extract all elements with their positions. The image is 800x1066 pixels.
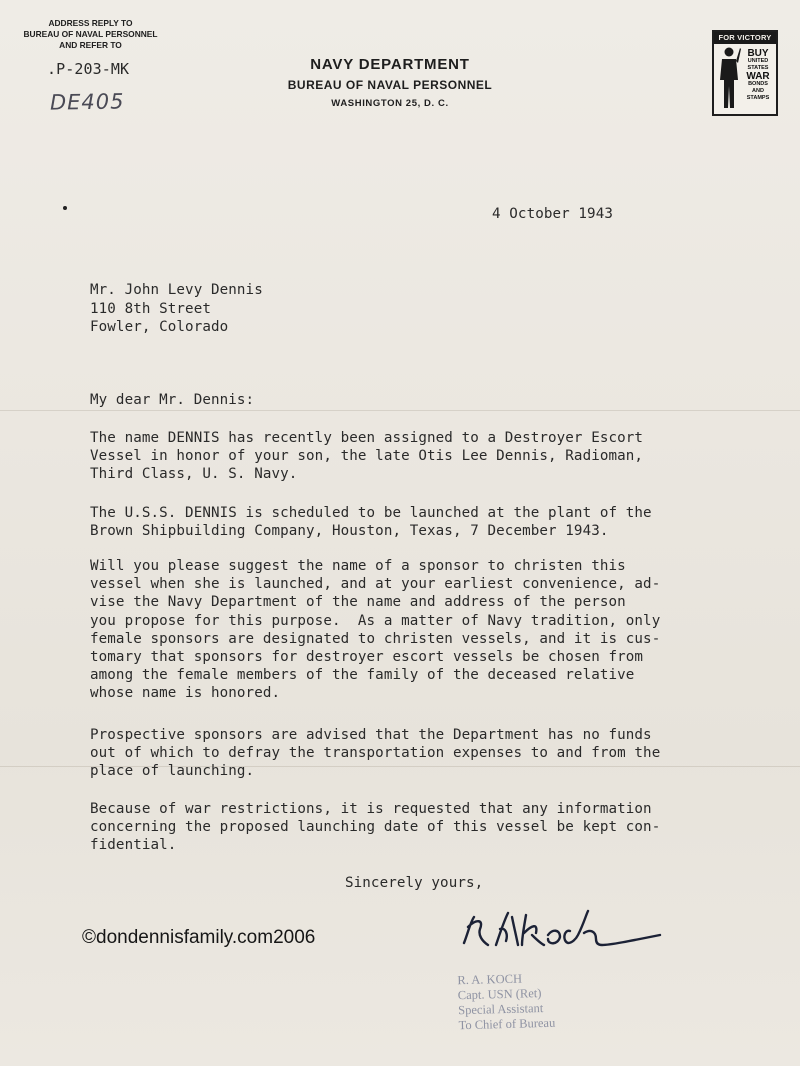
reply-line: AND REFER TO bbox=[59, 40, 122, 50]
stamp-line: STATES bbox=[747, 65, 769, 71]
fold-crease bbox=[0, 410, 800, 411]
recipient-city: Fowler, Colorado bbox=[90, 319, 229, 336]
signer-line: To Chief of Bureau bbox=[458, 1015, 556, 1033]
bureau-name: BUREAU OF NAVAL PERSONNEL bbox=[287, 78, 493, 92]
war-bonds-stamp bbox=[712, 30, 778, 116]
body-paragraph: Because of war restrictions, it is requested that any information concerning the proposed launching date of this vessel be kept con- fidential. bbox=[90, 801, 661, 854]
stamp-line: WAR bbox=[746, 71, 770, 82]
signer-line: R. A. KOCH bbox=[457, 971, 523, 988]
stamp-line: BONDS bbox=[748, 81, 768, 87]
reply-line: BUREAU OF NAVAL PERSONNEL bbox=[23, 29, 158, 39]
letter-date: 4 October 1943 bbox=[492, 206, 613, 222]
stamp-banner: FOR VICTORY bbox=[714, 32, 776, 44]
body-paragraph: The U.S.S. DENNIS is scheduled to be launched at the plant of the Brown Shipbuilding Company, Houston, Texas, 7 December 1943. bbox=[90, 505, 652, 540]
letterhead bbox=[230, 56, 550, 109]
salutation: My dear Mr. Dennis: bbox=[90, 392, 255, 408]
bureau-location: WASHINGTON 25, D. C. bbox=[331, 98, 449, 109]
reference-code: .P-203-MK bbox=[47, 60, 130, 78]
handwritten-hull-number: DE405 bbox=[49, 89, 125, 115]
signer-line: Capt. USN (Ret) bbox=[457, 986, 542, 1003]
stamp-line: STAMPS bbox=[746, 95, 770, 101]
recipient-address bbox=[90, 281, 263, 337]
body-paragraph: Will you please suggest the name of a sponsor to christen this vessel when she is launched, and at your earliest convenience, ad- vise the Navy Department of the name and address of the person you propose for this purpose. As a matter of Navy tradition, only female sponsors are designated to christen vessels, and it is cus- tomary that sponsors for destroyer escort vessels be chosen from among the female members of the family of the deceased relative whose name is honored. bbox=[90, 558, 661, 702]
stamp-text bbox=[741, 49, 775, 102]
stamp-line: AND bbox=[752, 88, 764, 94]
copyright-watermark: ©dondennisfamily.com2006 bbox=[82, 927, 316, 948]
ink-dot bbox=[63, 206, 67, 210]
closing: Sincerely yours, bbox=[345, 875, 484, 891]
minuteman-icon bbox=[717, 44, 741, 112]
signer-block bbox=[457, 971, 555, 1034]
handwritten-signature bbox=[460, 905, 680, 955]
reply-line: ADDRESS REPLY TO bbox=[48, 18, 133, 28]
stamp-line: BUY bbox=[747, 48, 769, 59]
recipient-street: 110 8th Street bbox=[90, 300, 211, 317]
recipient-name: Mr. John Levy Dennis bbox=[90, 282, 263, 298]
body-paragraph: The name DENNIS has recently been assigned to a Destroyer Escort Vessel in honor of your son, the late Otis Lee Dennis, Radioman, Third Class, U. S. Navy. bbox=[90, 430, 644, 483]
signer-line: Special Assistant bbox=[458, 1001, 544, 1018]
reply-instructions bbox=[8, 18, 173, 51]
body-paragraph: Prospective sponsors are advised that the Department has no funds out of which to defray the transportation expenses to and from the place of launching. bbox=[90, 727, 661, 780]
department-name: NAVY DEPARTMENT bbox=[310, 56, 470, 73]
stamp-line: UNITED bbox=[747, 58, 769, 64]
